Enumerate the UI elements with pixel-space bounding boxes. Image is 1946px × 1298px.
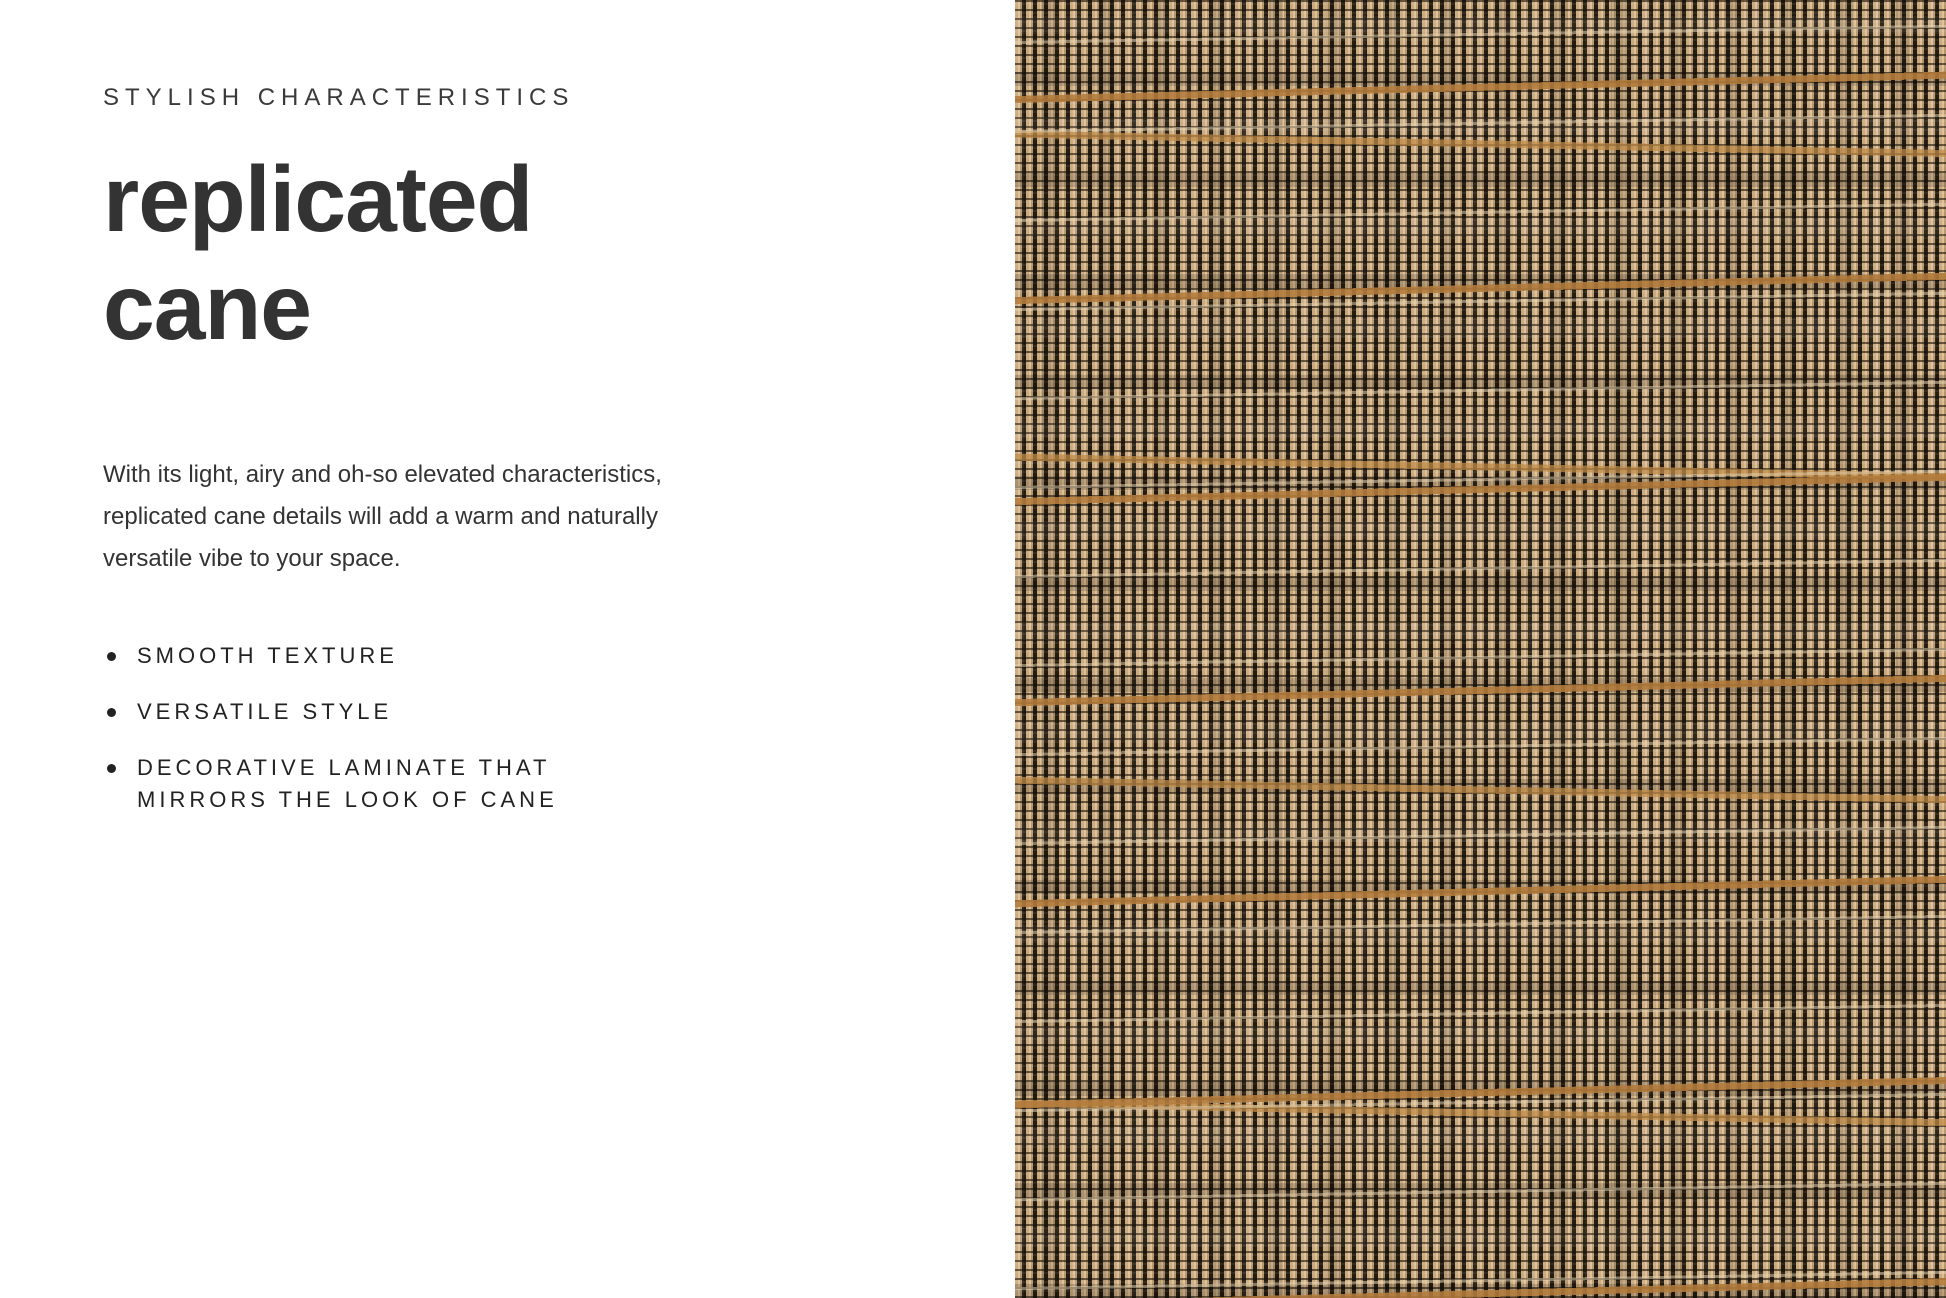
cane-texture-image [1015,0,1946,1298]
description-text: With its light, airy and oh-so elevated characteristics, replicated cane details will add a warm and naturally versatile vibe to your space. [103,460,662,572]
title-line-2: cane [103,254,311,359]
content-panel [103,0,743,840]
list-item-smooth-texture: SMOOTH TEXTURE [103,640,603,672]
title-line-1: replicated [103,147,533,251]
feature-list [103,640,743,816]
page-title [103,146,743,362]
list-item-versatile-style: VERSATILE STYLE [103,696,603,728]
eyebrow-label: STYLISH CHARACTERISTICS [103,84,575,111]
list-item-decorative-laminate: DECORATIVE LAMINATE THAT MIRRORS THE LOOK OF CANE [103,752,603,816]
